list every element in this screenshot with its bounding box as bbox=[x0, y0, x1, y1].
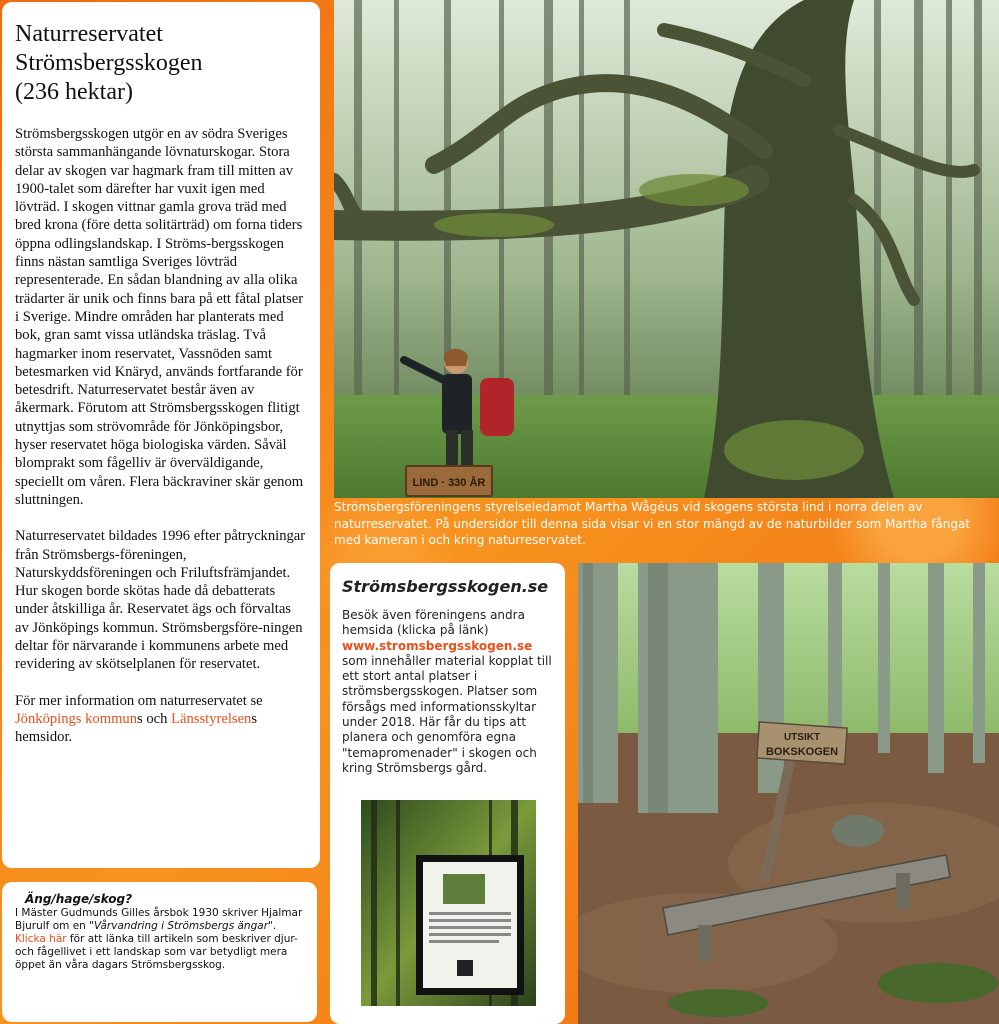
intro-paragraph: Strömsbergsskogen utgör en av södra Sveriges största sammanhängande lövnaturskogar. Stora delar av skogen var hagmark fram till mitten av 1900-talet som därefter har vuxit igen med lövträd. I skogen vittnar gamla grova träd med bred krona (före detta solitärträd) om forna tiders öppna odlingslandskap. I Ströms-bergsskogen finns nästan samtliga Sveriges lövträd representerade. En sådan blandning av alla olika trädarter är unik och finns bara på ett fåtal platser i Sverige. Mindre områden har planterats med bok, gran samt vissa utländska träslag. Två hagmarker inom reservatet, Vassnöden samt betesmarken vid Knäryd, används fortfarande för betesdrift. Naturreservatet består även av åkermark. Förutom att Strömsbergsskogen flitigt utnyttjas som strövområde för Jönköpingsbor, hyser reservatet höga biologiska värden. Såväl blomprakt som fågelliv är överväldigande, speciellt om våren. Flera bäckraviner skär genom sluttningen. bbox=[15, 126, 304, 508]
sign-line-1: UTSIKT bbox=[783, 732, 821, 743]
beech-forest-photo bbox=[578, 563, 999, 1024]
qr-code-icon bbox=[457, 960, 473, 976]
title-line-2: Strömsbergsskogen bbox=[15, 50, 203, 76]
page-title bbox=[15, 20, 308, 107]
website-link[interactable]: www.stromsbergsskogen.se bbox=[342, 638, 533, 653]
info-board-photo bbox=[361, 800, 536, 1006]
title-line-1: Naturreservatet bbox=[15, 21, 163, 47]
website-text bbox=[342, 608, 553, 776]
website-text-a: Besök även föreningens andra hemsida (klicka på länk) bbox=[342, 608, 525, 638]
website-text-b: som innehåller material kopplat till ett stort antal platser i strömsbergsskogen. Platser som försågs med informationsskyltar under 2018. Här får du tips att planera och genomföra egna "temapromenader" i skogen och kring Strömsbergs gård. bbox=[342, 653, 552, 775]
jonkopings-kommun-link[interactable]: Jönköpings kommun bbox=[15, 710, 138, 727]
linden-tree-photo bbox=[334, 0, 999, 498]
more-info-text-b: s och bbox=[137, 710, 172, 727]
article-title-italic: "Vårvandring i Strömsbergs ängar" bbox=[89, 920, 273, 932]
main-text-panel bbox=[2, 2, 320, 868]
lind-sign bbox=[406, 466, 492, 496]
article-box-text bbox=[15, 907, 305, 972]
article-box-title: Äng/hage/skog? bbox=[25, 892, 133, 906]
linden-photo-caption: Strömsbergsföreningens styrelseledamot Martha Wågéus vid skogens största lind i norra delen av naturreservatet. På undersidor till denna sida visar vi en stor mängd av de naturbilder som Martha fångat med kameran i och kring naturreservatet. bbox=[334, 500, 971, 547]
sign-line-2: BOKSKOGEN bbox=[765, 746, 839, 758]
klicka-har-link[interactable]: Klicka här bbox=[15, 933, 67, 945]
title-line-3: (236 hektar) bbox=[15, 79, 133, 105]
article-text-a: I Mäster Gudmunds Gilles årsbok 1930 skriver Hjalmar Bjurulf om en bbox=[15, 907, 303, 932]
article-text-c: för att länka till artikeln som beskriver djur- och fågellivet i ett landskap som var betydligt mera öppet än våra dagars Strömsbergsskog. bbox=[15, 933, 298, 971]
more-info-paragraph bbox=[15, 692, 308, 747]
lansstyrelsen-link[interactable]: Länsstyrelsen bbox=[171, 710, 252, 727]
more-info-text-a: För mer information om naturreservatet se bbox=[15, 692, 263, 709]
website-title: Strömsbergsskogen.se bbox=[342, 577, 549, 596]
article-box bbox=[2, 882, 317, 1022]
article-text-b: . bbox=[272, 920, 277, 932]
more-info-text-c: s hemsidor. bbox=[15, 710, 258, 746]
moss-rock bbox=[832, 815, 884, 847]
lind-sign-text: LIND · 330 ÅR bbox=[412, 477, 486, 489]
history-paragraph: Naturreservatet bildades 1996 efter påtryckningar från Strömsbergs-föreningen, Naturskyddsföreningen och Friluftsfrämjandet. Hur skogen borde skötas hade då debatterats under åtskilliga år. Reservatet ägs och förvaltas av Jönköpings kommun. Strömsbergsföre-ningen deltar för närvarande i kommunens arbete med revidering av skötselplanen för reservatet. bbox=[15, 528, 306, 673]
